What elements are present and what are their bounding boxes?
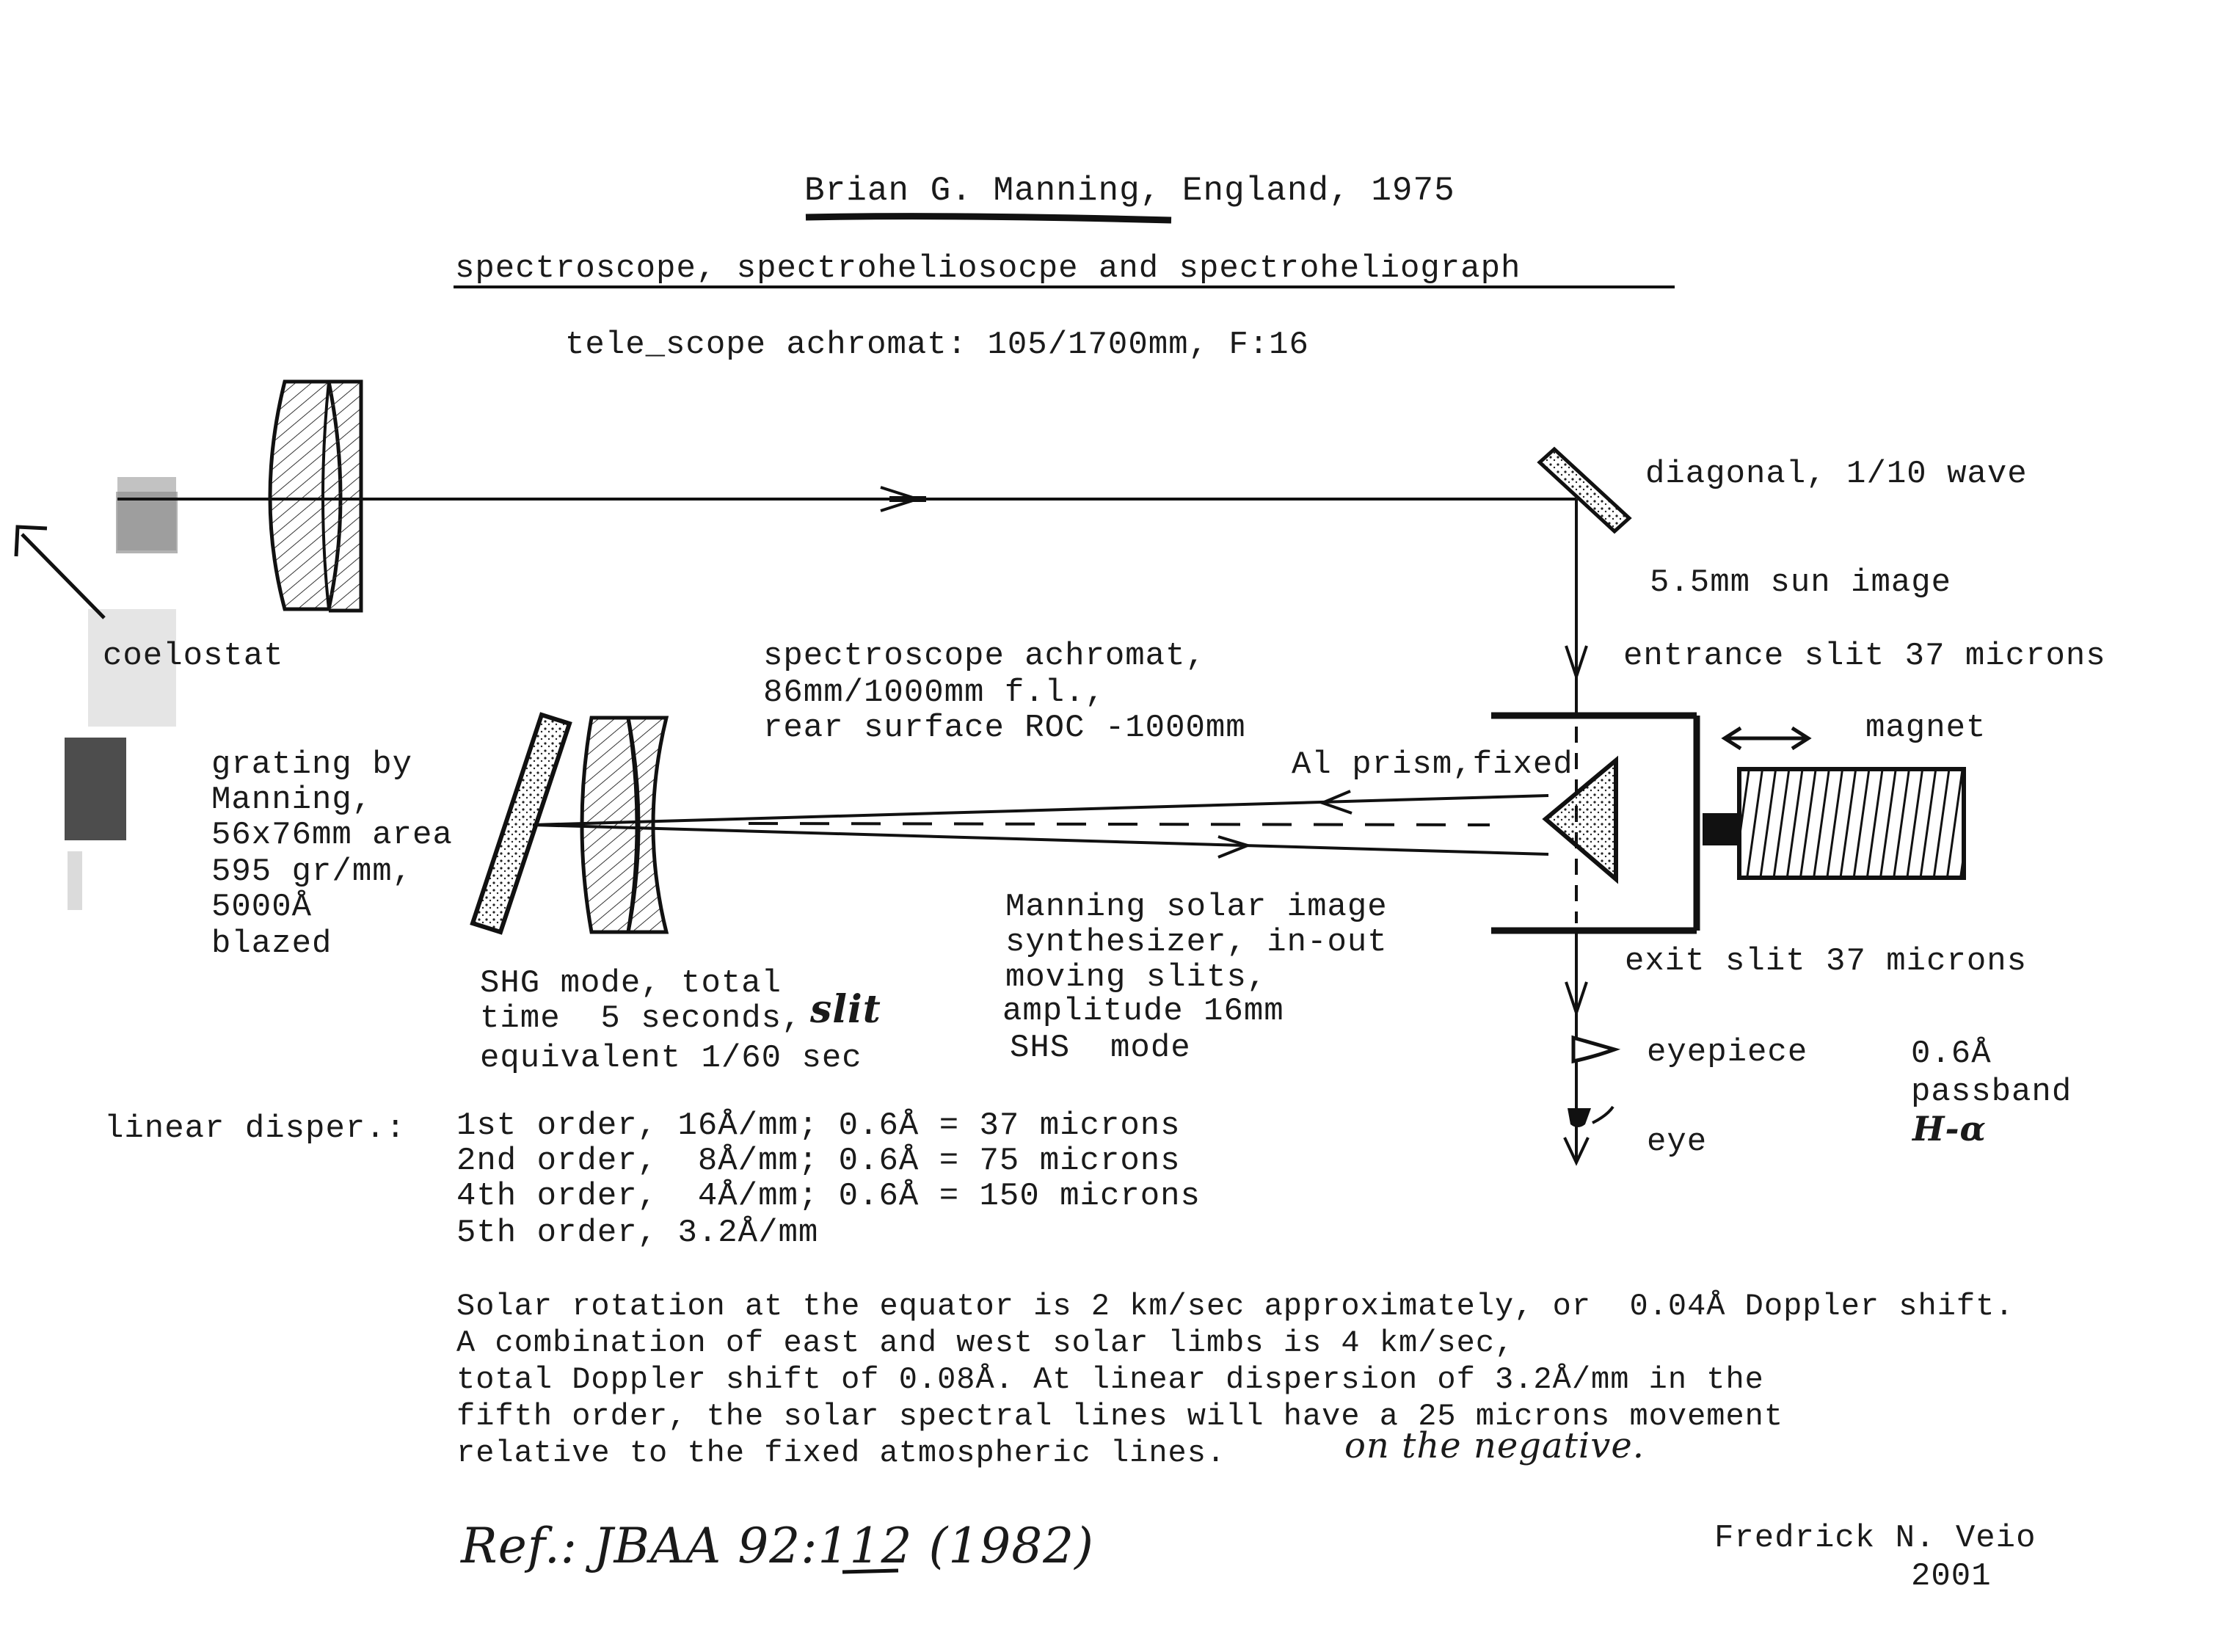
grating-line-1: grating by [211, 746, 413, 783]
notes-handwritten-suffix: on the negative. [1344, 1425, 1645, 1466]
shg-handwritten-note: slit [810, 987, 881, 1032]
notes-line-5: relative to the fixed atmospheric lines. [456, 1436, 1226, 1471]
achromat-line-1: spectroscope achromat, [763, 638, 1206, 674]
eye-symbol [1568, 1107, 1613, 1127]
grating-line-4: 595 gr/mm, [211, 854, 413, 890]
diagonal-label: diagonal, 1/10 wave [1645, 456, 2028, 492]
grating-line-5: 5000Å [211, 889, 313, 925]
achromat-line-3: rear surface ROC -1000mm [763, 710, 1246, 746]
synth-line-2: synthesizer, in-out [1005, 924, 1388, 961]
synth-line-4: amplitude 16mm [1002, 993, 1284, 1030]
journal-reference: Ref.: JBAA 92:112 (1982) [461, 1518, 1094, 1574]
dispersion-row-4: 5th order, 3.2Å/mm [456, 1215, 819, 1251]
dispersion-row-1: 1st order, 16Å/mm; 0.6Å = 37 microns [456, 1107, 1181, 1144]
grating-line-6: blazed [211, 925, 332, 962]
coelostat-arrow [16, 527, 104, 618]
exit-slit-label: exit slit 37 microns [1625, 943, 2028, 980]
eyepiece-lens [1573, 1038, 1614, 1061]
magnet-coil [1703, 769, 1964, 878]
coelostat-mark [116, 492, 178, 553]
telescope-objective-lens [270, 382, 361, 611]
dispersion-label: linear disper.: [104, 1110, 407, 1147]
dispersion-row-3: 4th order, 4Å/mm; 0.6Å = 150 microns [456, 1178, 1201, 1215]
eyepiece-label: eyepiece [1647, 1034, 1808, 1071]
subtitle-line: spectroscope, spectroheliosocpe and spectroheliograph [455, 250, 1521, 287]
entrance-slit-label: entrance slit 37 microns [1623, 638, 2106, 674]
synth-line-5: SHS mode [1010, 1030, 1191, 1066]
grating-line-2: Manning, [211, 782, 373, 818]
notes-line-3: total Doppler shift of 0.08Å. At linear dispersion of 3.2Å/mm in the [456, 1362, 1764, 1397]
signature-name: Fredrick N. Veio [1714, 1520, 2036, 1557]
magnet-motion-arrow [1725, 728, 1808, 749]
achromat-line-2: 86mm/1000mm f.l., [763, 674, 1105, 711]
magnet-label: magnet [1865, 710, 1987, 746]
al-prism-label: Al prism,fixed [1292, 746, 1573, 783]
coelostat-label: coelostat [103, 638, 284, 674]
shg-line-2: time 5 seconds, [480, 1000, 802, 1037]
spectroscope-beams [533, 791, 1548, 857]
synth-line-3: moving slits, [1005, 959, 1267, 996]
passband-handwritten: H-α [1912, 1109, 1987, 1149]
sun-image-label: 5.5mm sun image [1650, 564, 1952, 601]
notes-line-1: Solar rotation at the equator is 2 km/sec approximately, or 0.04Å Doppler shift. [456, 1289, 2014, 1324]
signature-year: 2001 [1911, 1558, 1992, 1595]
beam-to-slit [1566, 499, 1587, 713]
author-line: Brian G. Manning, England, 1975 [804, 172, 1455, 210]
shg-line-1: SHG mode, total [480, 965, 782, 1002]
grating-line-3: 56x76mm area [211, 817, 453, 854]
shg-line-3: equivalent 1/60 sec [480, 1040, 862, 1077]
diagonal-mirror [1540, 449, 1629, 531]
passband-line-1: 0.6Å [1911, 1036, 1992, 1072]
synth-line-1: Manning solar image [1005, 889, 1388, 925]
spectroscope-achromat-lens [582, 718, 666, 932]
dispersion-row-2: 2nd order, 8Å/mm; 0.6Å = 75 microns [456, 1143, 1181, 1179]
telescope-spec: tele_scope achromat: 105/1700mm, F:16 [565, 327, 1309, 363]
passband-line-2: passband [1911, 1074, 2072, 1110]
notes-line-4: fifth order, the solar spectral lines will have a 25 microns movement [456, 1399, 1784, 1434]
eye-label: eye [1647, 1124, 1708, 1160]
notes-line-2: A combination of east and west solar limbs is 4 km/sec, [456, 1325, 1515, 1361]
